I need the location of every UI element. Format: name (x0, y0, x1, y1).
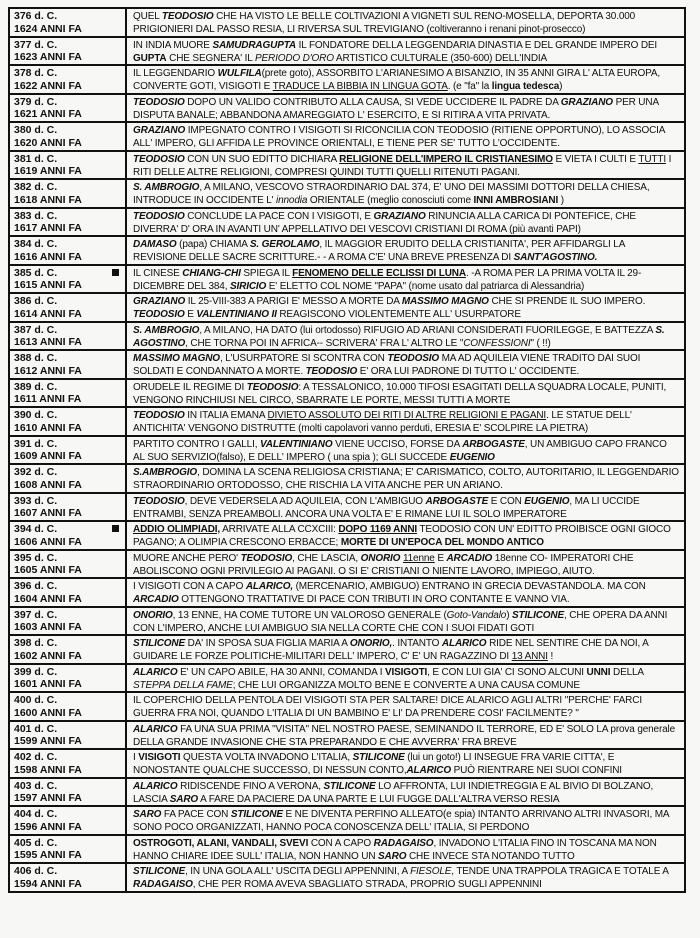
event-description: S.AMBROGIO, DOMINA LA SCENA RELIGIOSA CRISTIANA; E' CARISMATICO, COLTO, AUTORITARIO, IL LEGGENDARIO STRAORDINARIO ORTODOSSO, CHE RISCHIA LA VITA ANCHE PER UN ARIANO. (133, 467, 679, 491)
year-label: 395 d. C. (14, 551, 58, 564)
event-description: ADDIO OLIMPIADI, ARRIVATE ALLA CCXCIII: DOPO 1169 ANNI TEODOSIO CON UN' EDITTO PROIBISCE OGNI GIOCO PAGANO; A OLIMPIA CRESCONO ERBACCE; MORTE DI UN'EPOCA DEL MONDO ANTICO (133, 524, 671, 548)
event-description: TEODOSIO, DEVE VEDERSELA AD AQUILEIA, CON L'AMBIGUO ARBOGASTE E CON EUGENIO, MA LI UCCIDE ENTRAMBI, SENZA PREAMBOLI. ANCORA UNA VOLTA E' E RIMANE LUI IL SOLO IMPERATORE (133, 495, 640, 520)
years-ago-label: 1605 ANNI FA (14, 564, 82, 576)
chronology-sheet (8, 7, 686, 933)
date-cell (10, 494, 127, 521)
table-row (10, 494, 684, 523)
years-ago-label: 1617 ANNI FA (14, 222, 82, 234)
years-ago-label: 1620 ANNI FA (14, 136, 82, 149)
year-label: 399 d. C. (14, 665, 58, 678)
date-cell (10, 779, 127, 806)
year-label: 397 d. C. (14, 608, 58, 621)
date-cell (10, 522, 127, 549)
date-cell (10, 722, 127, 749)
years-ago-label: 1606 ANNI FA (14, 535, 82, 548)
years-ago-label: 1623 ANNI FA (14, 51, 82, 63)
year-label: 377 d. C. (14, 38, 58, 51)
event-description: ALARICO FA UNA SUA PRIMA "VISITA" NEL NOSTRO PAESE, SEMINANDO IL TERRORE, ED E' SOLO LA prova generale DELLA GRANDE INVASIONE CHE STA PREPARANDO E CHE AVVERRA' FRA BREVE (133, 723, 676, 748)
date-cell (10, 95, 127, 122)
highlight-square-icon (112, 269, 119, 276)
table-row (10, 323, 684, 352)
table-row (10, 864, 684, 893)
years-ago-label: 1610 ANNI FA (14, 421, 82, 434)
years-ago-label: 1604 ANNI FA (14, 592, 82, 605)
years-ago-label: 1597 ANNI FA (14, 792, 82, 804)
year-label: 392 d. C. (14, 466, 58, 478)
table-row (10, 408, 684, 437)
year-label: 385 d. C. (14, 266, 58, 279)
date-cell (10, 266, 127, 293)
table-row (10, 465, 684, 494)
event-description: S. AMBROGIO, A MILANO, HA DATO (lui ortodosso) RIFUGIO AD ARIANI CONSIDERATI FUORILEGGE, E BATTEZZA S. AGOSTINO, CHE TORNA POI IN AFRICA-- SCRIVERA' FRA L' ALTRO LE "CONFESSIONI" ( !!) (133, 324, 665, 349)
date-cell (10, 437, 127, 464)
table-row (10, 693, 684, 722)
table-row (10, 836, 684, 865)
table-row (10, 9, 684, 38)
years-ago-label: 1621 ANNI FA (14, 108, 82, 120)
year-label: 391 d. C. (14, 437, 58, 450)
year-label: 406 d. C. (14, 865, 58, 877)
table-row (10, 750, 684, 779)
year-label: 404 d. C. (14, 808, 58, 820)
table-row (10, 351, 684, 380)
date-cell (10, 38, 127, 65)
year-label: 398 d. C. (14, 637, 58, 649)
years-ago-label: 1614 ANNI FA (14, 307, 82, 320)
table-row (10, 123, 684, 152)
date-cell (10, 209, 127, 236)
event-description: QUEL TEODOSIO CHE HA VISTO LE BELLE COLTIVAZIONI A VIGNETI SUL RENO-MOSELLA, DEPORTA 30.000 PRIGIONIERI DAL PASSO RESIA, LI RIVERSA SUL TREVIGIANO (coltiveranno i renani pinot-prosecco) (133, 11, 636, 35)
table-row (10, 209, 684, 238)
date-cell (10, 465, 127, 492)
date-cell (10, 807, 127, 834)
table-row (10, 665, 684, 694)
year-label: 382 d. C. (14, 181, 58, 193)
year-label: 403 d. C. (14, 779, 58, 792)
years-ago-label: 1611 ANNI FA (14, 393, 82, 405)
event-description: ONORIO, 13 ENNE, HA COME TUTORE UN VALOROSO GENERALE (Goto-Vandalo) STILICONE, CHE OPERA DA ANNI CON L'IMPERO, ANCHE LUI AMBIGUO SIA NELLA CORTE CHE CON I SUOI FIDATI GOTI (133, 609, 668, 634)
date-cell (10, 608, 127, 635)
event-description: PARTITO CONTRO I GALLI, VALENTINIANO VIENE UCCISO, FORSE DA ARBOGASTE, UN AMBIGUO CAPO FRANCO AL SUO SERVIZIO(falso), E DELL' IMPERO ( una spia ); GLI SUCCEDE EUGENIO (133, 438, 667, 463)
date-cell (10, 750, 127, 777)
event-description: S. AMBROGIO, A MILANO, VESCOVO STRAORDINARIO DAL 374, E' UNO DEI MASSIMI DOTTORI DELLA CHIESA, INTRODUCE IN OCCIDENTE L' innodia ORIENTALE (meglio conosciuti come INNI AMBROSIANI ) (133, 182, 650, 206)
years-ago-label: 1596 ANNI FA (14, 820, 82, 833)
event-description: IL CINESE CHIANG-CHI SPIEGA IL FENOMENO DELLE ECLISSI DI LUNA. -A ROMA PER LA PRIMA VOLTA IL 29-DICEMBRE DEL 384, SIRICIO E' ELETTO COL NOME "PAPA" (nome usato dal patriarca di Alessandria) (133, 267, 642, 292)
years-ago-label: 1612 ANNI FA (14, 364, 82, 377)
years-ago-label: 1615 ANNI FA (14, 279, 82, 291)
years-ago-label: 1598 ANNI FA (14, 763, 82, 776)
table-row (10, 380, 684, 409)
event-description: STILICONE, IN UNA GOLA ALL' USCITA DEGLI APPENNINI, A FIESOLE, TENDE UNA TRAPPOLA TRAGICA E TOTALE A RADAGAISO, CHE PER ROMA AVEVA SBAGLIATO STRADA, PROPRIO SUGLI APPENNINI (133, 866, 669, 890)
date-cell (10, 180, 127, 207)
year-label: 389 d. C. (14, 380, 58, 393)
years-ago-label: 1618 ANNI FA (14, 193, 82, 206)
year-label: 386 d. C. (14, 295, 58, 307)
event-description: IN INDIA MUORE SAMUDRAGUPTA IL FONDATORE DELLA LEGGENDARIA DINASTIA E DEL GRANDE IMPERO DEI GUPTA CHE SEGNERA' IL PERIODO D'ORO ARTISTICO CULTURALE (350-600) DELL'INDIA (133, 39, 658, 64)
table-row (10, 95, 684, 124)
date-cell (10, 66, 127, 93)
date-cell (10, 294, 127, 321)
years-ago-label: 1600 ANNI FA (14, 706, 82, 719)
years-ago-label: 1608 ANNI FA (14, 478, 82, 491)
years-ago-label: 1603 ANNI FA (14, 621, 82, 633)
years-ago-label: 1619 ANNI FA (14, 165, 82, 177)
date-cell (10, 380, 127, 407)
event-description: TEODOSIO CONCLUDE LA PACE CON I VISIGOTI, E GRAZIANO RINUNCIA ALLA CARICA DI PONTEFICE, CHE DIVERRA' D' ORA IN AVANTI UN' APPELLATIVO DEI VESCOVI CRISTIANI DI ROMA (più avanti PAPI) (133, 210, 636, 235)
event-description: TEODOSIO CON UN SUO EDITTO DICHIARA RELIGIONE DELL'IMPERO IL CRISTIANESIMO E VIETA I CULTI E TUTTI I RITI DELLE ALTRE RELIGIONI, COMPRESI QUINDI TUTTI QUELLI RITENUTI PAGANI. (133, 153, 672, 178)
date-cell (10, 579, 127, 606)
years-ago-label: 1607 ANNI FA (14, 507, 82, 519)
year-label: 376 d. C. (14, 10, 58, 22)
event-description: MASSIMO MAGNO, L'USURPATORE SI SCONTRA CON TEODOSIO MA AD AQUILEIA VIENE TRADITO DAI SUOI SOLDATI E CONDANNATO A MORTE. TEODOSIO E' ORA LUI PADRONE DI TUTTO L' OCCIDENTE. (133, 353, 641, 377)
years-ago-label: 1602 ANNI FA (14, 649, 82, 662)
table-row (10, 237, 684, 266)
table-row (10, 807, 684, 836)
event-description: ALARICO RIDISCENDE FINO A VERONA, STILICONE LO AFFRONTA, LUI INDIETREGGIA E AL BIVIO DI BOLZANO, LASCIA SARO A FARE DA PACIERE DA UNA PARTE E LUI FUGGE DALL'ALTRA VERSO RESIA (133, 780, 654, 805)
date-cell (10, 864, 127, 891)
year-label: 402 d. C. (14, 751, 58, 763)
years-ago-label: 1622 ANNI FA (14, 79, 82, 92)
event-description: TEODOSIO IN ITALIA EMANA DIVIETO ASSOLUTO DEI RITI DI ALTRE RELIGIONI E PAGANI. LE STATUE DELL' ANTICHITA' VENGONO DISTRUTTE (molti capolavori vanno perduti, ERESIA E' SCOLPIRE LA PIETRA) (133, 410, 632, 434)
year-label: 401 d. C. (14, 722, 58, 735)
date-cell (10, 152, 127, 179)
year-label: 383 d. C. (14, 209, 58, 222)
years-ago-label: 1616 ANNI FA (14, 250, 82, 263)
table-row (10, 437, 684, 466)
years-ago-label: 1624 ANNI FA (14, 22, 82, 35)
event-description: OSTROGOTI, ALANI, VANDALI, SVEVI CON A CAPO RADAGAISO, INVADONO L'ITALIA FINO IN TOSCANA MA NON HANNO CHIARE IDEE SULL' ITALIA, NON HANNO UN SARO CHE INVECE STA NOTANDO TUTTO (133, 837, 657, 862)
table-row (10, 608, 684, 637)
date-cell (10, 323, 127, 350)
year-label: 388 d. C. (14, 352, 58, 364)
table-row (10, 152, 684, 181)
year-label: 390 d. C. (14, 409, 58, 421)
years-ago-label: 1609 ANNI FA (14, 450, 82, 462)
years-ago-label: 1613 ANNI FA (14, 336, 82, 348)
event-description: DAMASO (papa) CHIAMA S. GEROLAMO, IL MAGGIOR ERUDITO DELLA CRISTIANITA', PER AFFIDARGLI LA REVISIONE DELLE SACRE SCRITTURE.- - A ROMA C'E' UNA BREVE PRESENZA DI SANT'AGOSTINO. (133, 239, 625, 263)
year-label: 394 d. C. (14, 523, 58, 535)
table-row (10, 266, 684, 295)
table-row (10, 522, 684, 551)
event-description: STILICONE DA' IN SPOSA SUA FIGLIA MARIA A ONORIO,. INTANTO ALARICO RIDE NEL SENTIRE CHE DA NOI, A GUIDARE LE FORZE POLITICHE-MILITARI DELL' IMPERO, C' E' UN RAGAZZINO DI 13 ANNI ! (133, 638, 649, 662)
event-description: SARO FA PACE CON STILICONE E NE DIVENTA PERFINO ALLEATO(e spia) INTANTO ARRIVANO ALTRI INVASORI, MA SONO POCO ORGANIZZATI, HANNO POCA CONOSCENZA DELL' ITALIA, SI PERDONO (133, 809, 669, 833)
event-description: IL COPERCHIO DELLA PENTOLA DEI VISIGOTI STA PER SALTARE! DICE ALARICO AGLI ALTRI "PERCHE' FARCI GUERRA FRA NOI, QUANDO L'ITALIA DI UN BAMBINO E' LI' DA PRENDERE COSI' FACILMENTE? " (133, 695, 642, 719)
table-row (10, 294, 684, 323)
date-cell (10, 351, 127, 378)
year-label: 378 d. C. (14, 67, 58, 79)
years-ago-label: 1595 ANNI FA (14, 849, 82, 861)
years-ago-label: 1599 ANNI FA (14, 735, 82, 747)
years-ago-label: 1594 ANNI FA (14, 877, 82, 890)
table-row (10, 38, 684, 67)
year-label: 384 d. C. (14, 238, 58, 250)
event-description: I VISIGOTI CON A CAPO ALARICO, (MERCENARIO, AMBIGUO) ENTRANO IN GRECIA DEVASTANDOLA. MA CON ARCADIO OTTENGONO TRATTATIVE DI PACE CON TRIBUTI IN ORO CONTANTE E VANNO VIA. (133, 581, 646, 605)
chronology-table (8, 7, 686, 893)
year-label: 380 d. C. (14, 124, 58, 136)
year-label: 387 d. C. (14, 323, 58, 336)
table-row (10, 579, 684, 608)
year-label: 400 d. C. (14, 694, 58, 706)
date-cell (10, 408, 127, 435)
year-label: 381 d. C. (14, 152, 58, 165)
event-description: GRAZIANO IL 25-VIII-383 A PARIGI E' MESSO A MORTE DA MASSIMO MAGNO CHE SI PRENDE IL SUO IMPERO. TEODOSIO E VALENTINIANO II REAGISCONO VIOLENTEMENTE ALL' USURPATORE (133, 296, 646, 320)
table-row (10, 779, 684, 808)
table-row (10, 722, 684, 751)
table-row (10, 551, 684, 580)
event-description: TEODOSIO DOPO UN VALIDO CONTRIBUTO ALLA CAUSA, SI VEDE UCCIDERE IL PADRE DA GRAZIANO PER UNA DISPUTA BANALE; ABBANDONA AMAREGGIATO L' ESERCITO, E SI RITIRA A VITA PRIVATA. (133, 96, 659, 121)
table-row (10, 180, 684, 209)
date-cell (10, 693, 127, 720)
event-description: I VISIGOTI QUESTA VOLTA INVADONO L'ITALIA, STILICONE (lui un goto!) LI INSEGUE FRA VARIE CITTA', E NONOSTANTE QUALCHE SUCCESSO, DI NESSUN CONTO,ALARICO PUÒ RIENTRARE NEI SUOI CONFINI (133, 752, 622, 776)
date-cell (10, 665, 127, 692)
event-description: ALARICO E' UN CAPO ABILE, HA 30 ANNI, COMANDA I VISIGOTI, E CON LUI GIA' CI SONO ALCUNI UNNI DELLA STEPPA DELLA FAME; CHE LUI ORGANIZZA MOLTO BENE E CONVERTE A UNA CAUSA COMUNE (133, 666, 644, 691)
year-label: 379 d. C. (14, 95, 58, 108)
event-description: MUORE ANCHE PERO' TEODOSIO, CHE LASCIA, ONORIO 11enne E ARCADIO 18enne CO- IMPERATORI CHE ABOLISCONO OGNI PRIVILEGIO AI PAGANI. O SI E' CRISTIANI O NIENTE LAVORO, IMPIEGO, AIUTO. (133, 552, 634, 577)
date-cell (10, 123, 127, 150)
event-description: ORUDELE IL REGIME DI TEODOSIO: A TESSALONICO, 10.000 TIFOSI ESAGITATI DELLA SQUADRA LOCALE, PUNITI, VENGONO RINCHIUSI NEL CIRCO, SBARRATE LE PORTE, MESSI TUTTI A MORTE (133, 381, 667, 406)
date-cell (10, 551, 127, 578)
highlight-square-icon (112, 525, 119, 532)
event-description: GRAZIANO IMPEGNATO CONTRO I VISIGOTI SI RICONCILIA CON TEODOSIO (RITIENE OPPORTUNO), LO ASSOCIA ALL' IMPERO, GLI AFFIDA LE PROVINCE ORIENTALI, E TIENE PER SE' TUTTO L'OCCIDENTE. (133, 125, 665, 149)
date-cell (10, 9, 127, 36)
year-label: 396 d. C. (14, 580, 58, 592)
year-label: 393 d. C. (14, 494, 58, 507)
date-cell (10, 636, 127, 663)
event-description: IL LEGGENDARIO WULFILA(prete goto), ASSORBITO L'ARIANESIMO A BISANZIO, IN 35 ANNI GIRA L' ALTA EUROPA, CONVERTE GOTI, VISIGOTI E TRADUCE LA BIBBIA IN LINGUA GOTA. (e "fa" la lingua tedesca) (133, 68, 661, 92)
year-label: 405 d. C. (14, 836, 58, 849)
table-row (10, 66, 684, 95)
table-row (10, 636, 684, 665)
years-ago-label: 1601 ANNI FA (14, 678, 82, 690)
date-cell (10, 237, 127, 264)
date-cell (10, 836, 127, 863)
